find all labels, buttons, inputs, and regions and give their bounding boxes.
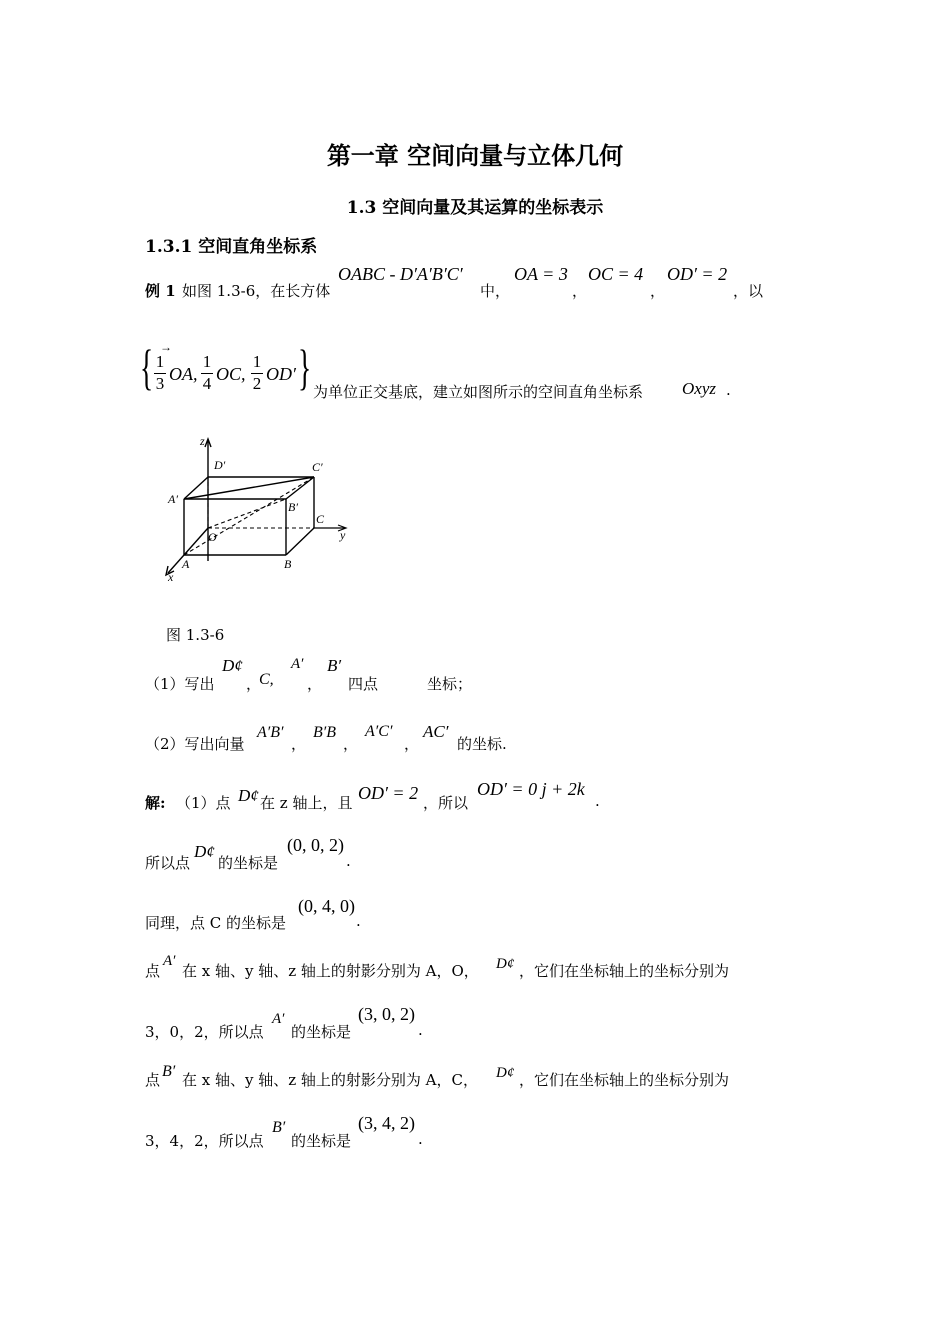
- sol-l7-a: 3，4，2，所以点: [145, 1132, 264, 1150]
- figure-label-a: A: [182, 557, 190, 571]
- example-label: 例 1: [145, 282, 176, 300]
- figure-label-o: O: [208, 530, 217, 544]
- basis-text: 为单位正交基底，建立如图所示的空间直角坐标系: [313, 383, 644, 401]
- basis-oa: OA,: [169, 364, 198, 384]
- q1-point-c: C,: [259, 671, 274, 688]
- figure-label-dp: D′: [214, 458, 226, 472]
- q2-vector-apbp: A′B′: [257, 724, 284, 741]
- sol-l5-a: 3，0，2，所以点: [145, 1023, 264, 1041]
- basis-oc: OC,: [216, 364, 246, 384]
- example-intro: 如图 1.3-6，在长方体: [182, 282, 331, 300]
- cuboid-name: OABC - D′A′B′C′: [338, 264, 463, 284]
- sol-l5-point: A′: [272, 1011, 285, 1027]
- sol-l4-a: 点: [145, 962, 161, 980]
- comma: ，: [572, 282, 588, 300]
- sol-l4-point2: D¢: [496, 956, 515, 972]
- sol-l4-point: A′: [163, 953, 176, 969]
- basis-fraction-one-half: 1 2: [252, 352, 262, 393]
- oc-length: OC = 4: [588, 264, 644, 284]
- q1-suffix2: 坐标；: [427, 675, 473, 693]
- comma: ，: [650, 282, 666, 300]
- sol-l5-coord: (3, 0, 2): [358, 1004, 415, 1024]
- sol-l1-point: D¢: [238, 786, 259, 805]
- figure-label-cp: C′: [312, 460, 323, 474]
- q2-vector-acp: AC′: [423, 722, 449, 741]
- basis-od: OD′: [266, 364, 296, 384]
- figure-caption: 图 1.3-6: [166, 626, 225, 644]
- figure-label-x: x: [168, 570, 174, 583]
- q1-comma: ，: [246, 675, 262, 693]
- sol-l3-a: 同理，点 C 的坐标是: [145, 914, 287, 932]
- sol-l7-point: B′: [272, 1119, 286, 1136]
- sol-l1-end: .: [595, 792, 600, 810]
- figure-label-b: B: [284, 557, 292, 571]
- q1-suffix1: 四点: [348, 675, 379, 693]
- coord-system: Oxyz: [682, 379, 716, 398]
- sol-l3-dot: .: [356, 912, 361, 930]
- q2-comma: ，: [343, 735, 359, 753]
- sol-l5-dot: .: [418, 1021, 423, 1039]
- q1-prefix: （1）写出: [145, 675, 215, 693]
- sol-l6-a: 点: [145, 1071, 161, 1089]
- sol-l1-vec: OD′ = 0 j + 2k: [477, 779, 585, 799]
- subsection-title: 1.3.1 空间直角坐标系: [145, 237, 318, 257]
- figure-label-y: y: [340, 528, 346, 542]
- sol-l2-point: D¢: [194, 842, 215, 861]
- sol-l6-point2: D¢: [496, 1065, 515, 1081]
- q1-point-ap: A′: [291, 656, 304, 672]
- cuboid-figure: [160, 433, 360, 583]
- basis-period: .: [726, 381, 731, 399]
- example-mid: 中，: [480, 282, 511, 300]
- sol-l2-b: 的坐标是: [218, 854, 279, 872]
- q1-point-bp: B′: [327, 656, 342, 675]
- solution-label: 解:: [145, 794, 166, 812]
- sol-l7-coord: (3, 4, 2): [358, 1113, 415, 1133]
- q2-vector-bpb: B′B: [313, 724, 337, 741]
- chapter-title: 第一章 空间向量与立体几何: [326, 141, 624, 170]
- sol-l6-c: ，它们在坐标轴上的坐标分别为: [519, 1071, 730, 1089]
- q2-comma: ，: [291, 735, 307, 753]
- sol-l6-point: B′: [162, 1063, 176, 1080]
- sol-l4-c: ，它们在坐标轴上的坐标分别为: [519, 962, 730, 980]
- sol-l5-b: 的坐标是: [291, 1023, 352, 1041]
- basis-fraction-one-fourth: 1 4: [202, 352, 212, 393]
- sol-l1-b: 在 z 轴上，且: [260, 794, 353, 812]
- sol-l4-b: 在 x 轴、y 轴、z 轴上的射影分别为 A，O，: [182, 962, 479, 980]
- sol-l2-coord: (0, 0, 2): [287, 835, 344, 855]
- sol-l7-b: 的坐标是: [291, 1132, 352, 1150]
- q2-suffix: 的坐标.: [457, 735, 507, 753]
- q2-vector-apcp: A′C′: [365, 723, 393, 740]
- sol-l6-b: 在 x 轴、y 轴、z 轴上的射影分别为 A，C，: [182, 1071, 478, 1089]
- sol-l2-a: 所以点: [145, 854, 191, 872]
- sol-l3-coord: (0, 4, 0): [298, 896, 355, 916]
- od-length: OD′ = 2: [667, 264, 728, 284]
- sol-l1-eq: OD′ = 2: [358, 783, 419, 803]
- q1-point-dp: D¢: [222, 656, 243, 675]
- oa-length: OA = 3: [514, 264, 568, 284]
- sol-l2-dot: .: [346, 852, 351, 870]
- figure-label-c: C: [316, 512, 325, 526]
- figure-label-z: z: [200, 434, 205, 448]
- basis-brace-left: {: [140, 339, 154, 395]
- sol-l1-a: （1）点: [176, 794, 231, 812]
- q2-prefix: （2）写出向量: [145, 735, 245, 753]
- section-title: 1.3 空间向量及其运算的坐标表示: [346, 198, 604, 218]
- q1-comma: ，: [307, 675, 323, 693]
- basis-brace-right: }: [298, 339, 312, 395]
- sol-l1-c: ，所以: [423, 794, 469, 812]
- basis-fraction-one-third: 1 3: [155, 352, 165, 393]
- figure-label-bp: B′: [288, 500, 298, 514]
- example-yi: ，以: [733, 282, 764, 300]
- q2-comma: ，: [404, 735, 420, 753]
- vector-arrow: →: [160, 340, 172, 354]
- figure-label-ap: A′: [168, 492, 178, 506]
- sol-l7-dot: .: [418, 1130, 423, 1148]
